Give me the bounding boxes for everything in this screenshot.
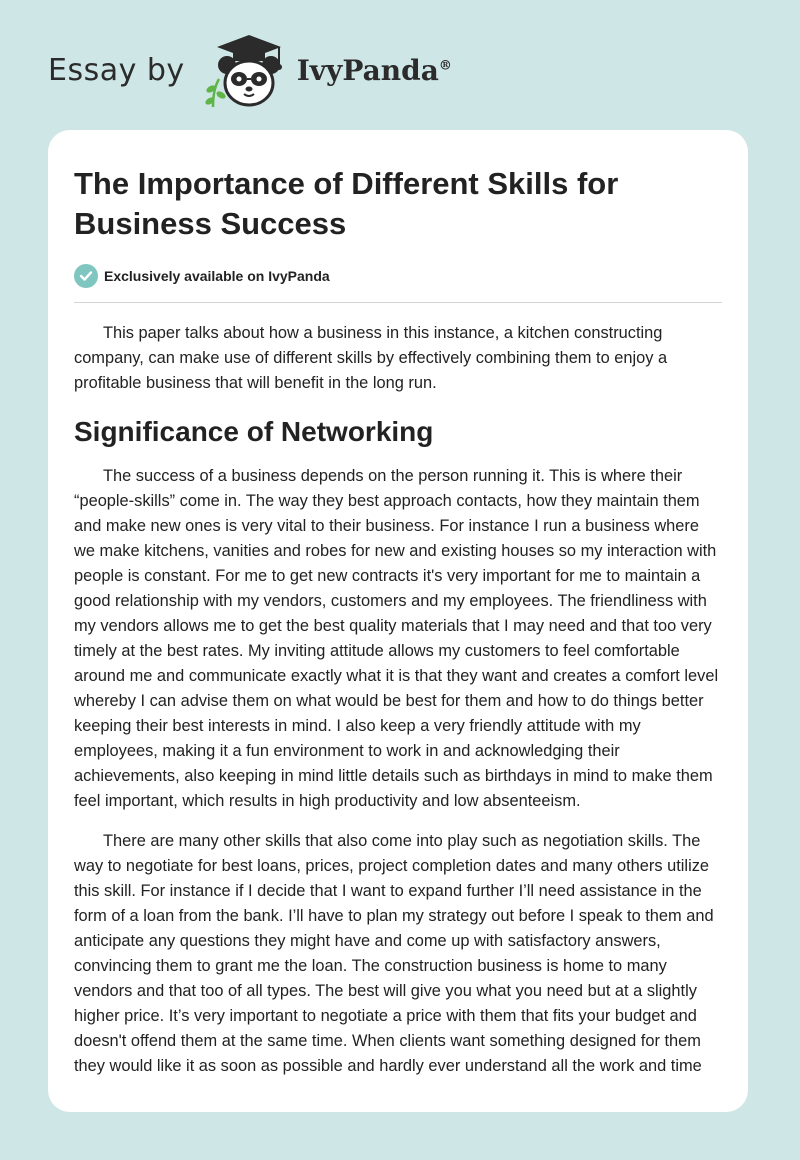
- exclusive-badge: [74, 264, 722, 288]
- body-paragraph-1: The success of a business depends on the person running it. This is where their “people-skills” come in. The way they best approach contacts, how they maintain them and make new ones is very vital to their business. For instance I run a business where we make kitchens, vanities and robes for new and existing houses so my interaction with people is constant. For me to get new contracts it's very important for me to maintain a good relationship with my vendors, customers and my employees. The friendliness with my vendors allows me to get the best quality materials that I may need and that too very timely at the best rates. My inviting attitude allows my customers to feel comfortable around me and communicate exactly what it is that they want and creates a comfort level whereby I can advise them on what would be best for them and how to do things better keeping their best interests in mind. I also keep a very friendly attitude with my employees, making it a fun environment to work in and acknowledging their achievements, also keeping in mind little details such as birthdays in mind to make them feel important, which results in high productivity and low absenteeism.: [74, 467, 719, 810]
- divider: [74, 302, 722, 303]
- site-header: [48, 30, 452, 110]
- essay-card: [48, 130, 748, 1112]
- body-paragraph-2: There are many other skills that also come into play such as negotiation skills. The way to negotiate for best loans, prices, project completion dates and many others utilize this skill. For instance if I decide that I want to expand further I’ll need assistance in the form of a loan from the bank. I’ll have to plan my strategy out before I speak to them and anticipate any questions they might have and come up with satisfactory answers, convincing them to grant me the loan. The construction business is home to many vendors and that too of all types. The best will give you what you need but at a slightly higher price. It’s very important to negotiate a price with them that fits your budget and doesn't offend them at the same time. When clients want something designed for them they would like it as soon as possible and hardly ever understand all the work and time: [74, 832, 714, 1075]
- essay-by-label: Essay by: [48, 52, 185, 88]
- essay-title: The Importance of Different Skills for Business Success: [74, 166, 619, 241]
- intro-paragraph: This paper talks about how a business in this instance, a kitchen constructing company, can make use of different skills by effectively combining them to enjoy a profitable business that will benefit in the long run.: [74, 324, 668, 392]
- panda-graduate-logo-icon[interactable]: [199, 31, 291, 109]
- checkmark-icon: [74, 264, 98, 288]
- exclusive-badge-label: Exclusively available on IvyPanda: [104, 268, 330, 284]
- section-heading: Significance of Networking: [74, 416, 434, 447]
- brand-name[interactable]: IvyPanda®: [296, 53, 452, 87]
- registered-mark: ®: [438, 58, 452, 74]
